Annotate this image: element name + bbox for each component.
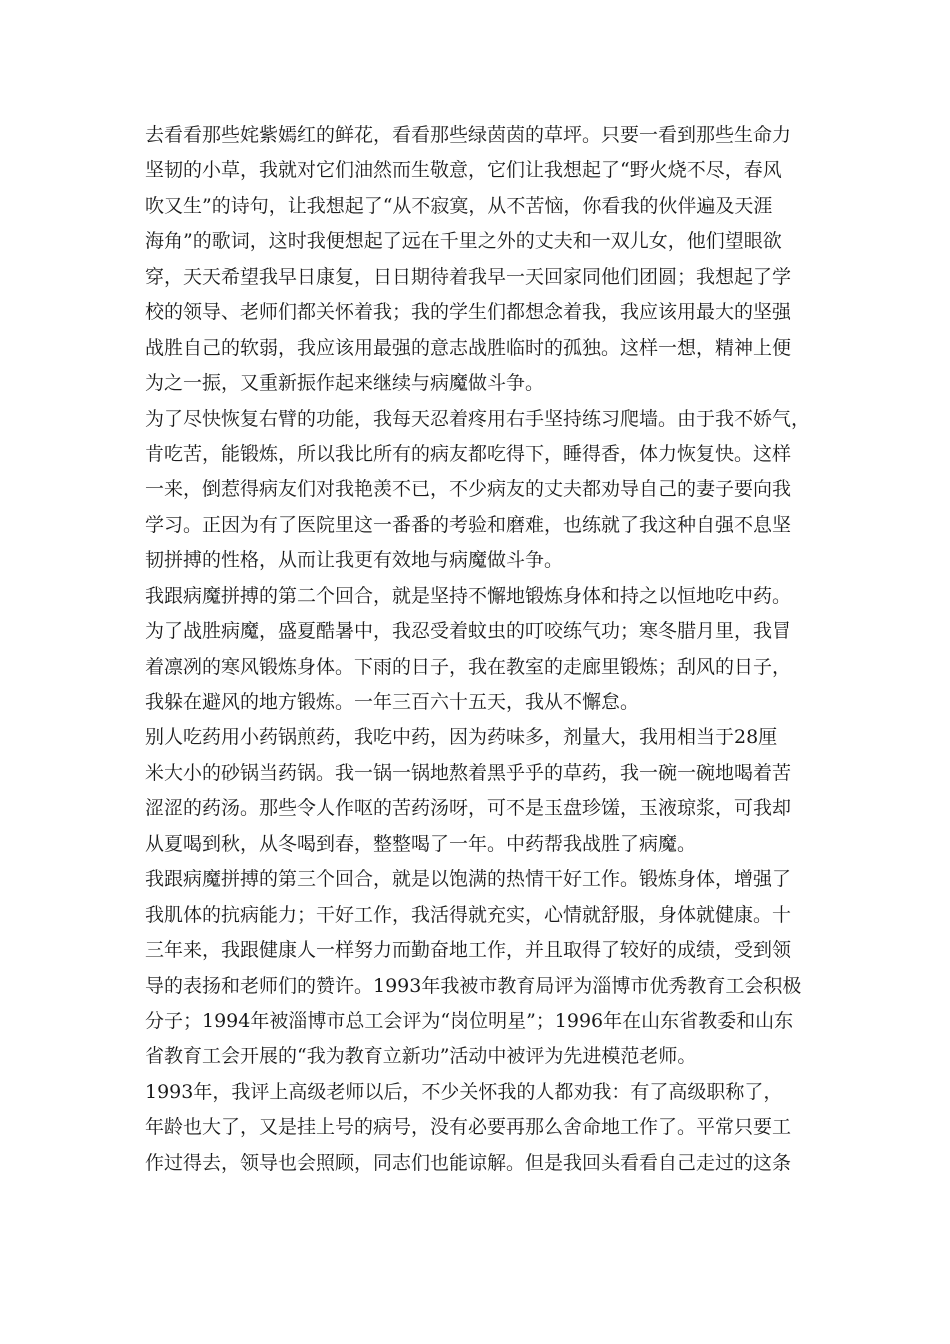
text-line: 别人吃药用小药锅煎药，我吃中药，因为药味多，剂量大，我用相当于28厘 (145, 726, 778, 749)
text-line: 战胜自己的软弱，我应该用最强的意志战胜临时的孤独。这样一想，精神上便 (145, 336, 792, 359)
text-line: 海角”的歌词，这时我便想起了远在千里之外的丈夫和一双儿女，他们望眼欲 (145, 230, 782, 253)
text-line: 我跟病魔拼搏的第三个回合，就是以饱满的热情干好工作。锻炼身体，增强了 (145, 868, 792, 891)
text-line: 着凛冽的寒风锻炼身体。下雨的日子，我在教室的走廊里锻炼；刮风的日子， (145, 655, 792, 678)
text-line: 肯吃苦，能锻炼，所以我比所有的病友都吃得下，睡得香，体力恢复快。这样 (145, 442, 792, 465)
text-line: 校的领导、老师们都关怀着我；我的学生们都想念着我，我应该用最大的坚强 (145, 301, 792, 324)
text-line: 为之一振，又重新振作起来继续与病魔做斗争。 (145, 372, 545, 395)
text-line: 1993年，我评上高级老师以后，不少关怀我的人都劝我：有了高级职称了， (145, 1080, 783, 1103)
text-line: 坚韧的小草，我就对它们油然而生敬意，它们让我想起了“野火烧不尽，春风 (145, 159, 782, 182)
text-line: 为了尽快恢复右臂的功能，我每天忍着疼用右手坚持练习爬墙。由于我不娇气， (145, 407, 811, 430)
text-line: 米大小的砂锅当药锅。我一锅一锅地熬着黑乎乎的草药，我一碗一碗地喝着苦 (145, 761, 792, 784)
text-line: 去看看那些姹紫嫣红的鲜花，看看那些绿茵茵的草坪。只要一看到那些生命力 (145, 124, 792, 146)
text-line: 我躲在避风的地方锻炼。一年三百六十五天，我从不懈怠。 (145, 691, 640, 713)
text-line: 导的表扬和老师们的赞许。1993年我被市教育局评为淄博市优秀教育工会积极 (145, 974, 802, 997)
text-line: 韧拼搏的性格，从而让我更有效地与病魔做斗争。 (145, 549, 564, 572)
text-line: 三年来，我跟健康人一样努力而勤奋地工作，并且取得了较好的成绩，受到领 (145, 939, 792, 962)
text-line: 一来，倒惹得病友们对我艳羡不已，不少病友的丈夫都劝导自己的妻子要向我 (145, 478, 792, 501)
text-line: 穿，天天希望我早日康复，日日期待着我早一天回家同他们团圆；我想起了学 (145, 265, 792, 288)
text-line: 我肌体的抗病能力；干好工作，我活得就充实，心情就舒服，身体就健康。十 (145, 903, 792, 926)
text-line: 吹又生”的诗句，让我想起了“从不寂寞，从不苦恼，你看我的伙伴遍及天涯 (145, 194, 773, 217)
text-line: 从夏喝到秋，从冬喝到春，整整喝了一年。中药帮我战胜了病魔。 (145, 832, 697, 855)
text-line: 分子；1994年被淄博市总工会评为“岗位明星”；1996年在山东省教委和山东 (145, 1009, 794, 1032)
text-line: 学习。正因为有了医院里这一番番的考验和磨难，也练就了我这种自强不息坚 (145, 513, 792, 536)
text-line: 省教育工会开展的“我为教育立新功”活动中被评为先进模范老师。 (145, 1045, 697, 1068)
text-line: 涩涩的药汤。那些令人作呕的苦药汤呀，可不是玉盘珍馐，玉液琼浆，可我却 (145, 797, 792, 820)
body-text (145, 118, 845, 1181)
text-line: 为了战胜病魔，盛夏酷暑中，我忍受着蚊虫的叮咬练气功；寒冬腊月里，我冒 (145, 620, 792, 643)
text-line: 我跟病魔拼搏的第二个回合，就是坚持不懈地锻炼身体和持之以恒地吃中药。 (145, 584, 792, 607)
text-line: 作过得去，领导也会照顾，同志们也能谅解。但是我回头看看自己走过的这条 (145, 1151, 792, 1174)
text-line: 年龄也大了，又是挂上号的病号，没有必要再那么舍命地工作了。平常只要工 (145, 1116, 792, 1139)
